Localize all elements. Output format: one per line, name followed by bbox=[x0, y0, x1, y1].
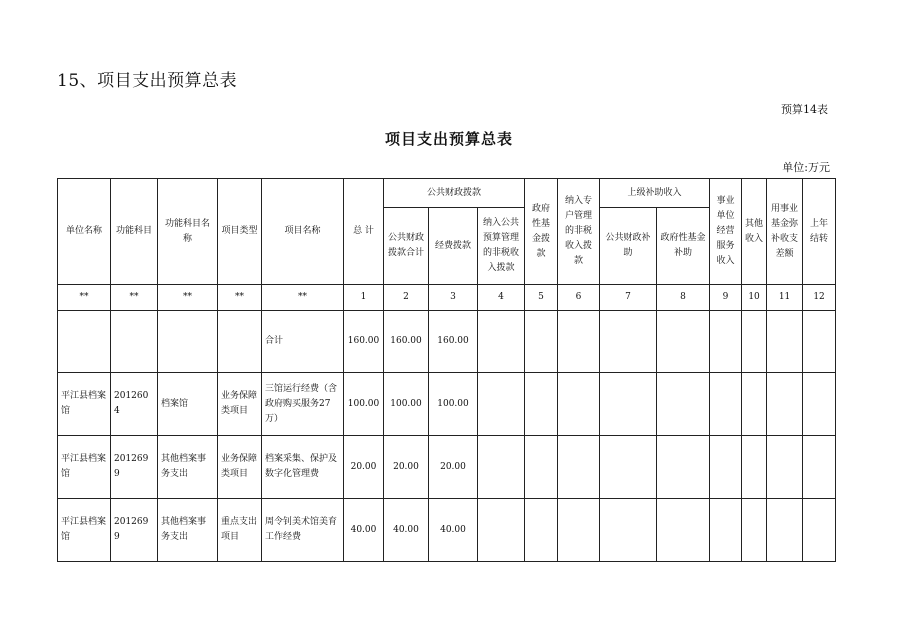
index-cell: 2 bbox=[384, 285, 429, 311]
total-cell: 40.00 bbox=[344, 499, 384, 562]
function-subject-name-cell: 其他档案事务支出 bbox=[158, 499, 218, 562]
total-row bbox=[58, 311, 836, 373]
header-row-1 bbox=[58, 179, 836, 208]
table-row bbox=[58, 499, 836, 562]
unit-name-cell: 平江县档案馆 bbox=[58, 373, 111, 436]
index-cell: 9 bbox=[710, 285, 742, 311]
function-subject-name-cell: 档案馆 bbox=[158, 373, 218, 436]
function-subject-name-cell: 其他档案事务支出 bbox=[158, 436, 218, 499]
project-type-cell: 业务保障类项目 bbox=[218, 436, 262, 499]
public-finance-total-cell: 100.00 bbox=[384, 373, 429, 436]
header-gov-fund-subsidy: 政府性基金补助 bbox=[657, 208, 710, 285]
index-cell: ** bbox=[111, 285, 158, 311]
table-row bbox=[58, 436, 836, 499]
expense-allocation-cell: 100.00 bbox=[429, 373, 478, 436]
project-type-cell: 业务保障类项目 bbox=[218, 373, 262, 436]
header-business-income: 事业单位经营服务收入 bbox=[710, 179, 742, 285]
total-expense-allocation: 160.00 bbox=[429, 311, 478, 373]
header-fund-offset: 用事业基金弥补收支差额 bbox=[767, 179, 803, 285]
total-cell: 100.00 bbox=[344, 373, 384, 436]
header-public-finance-total: 公共财政拨款合计 bbox=[384, 208, 429, 285]
header-public-budget-nontax: 纳入公共预算管理的非税收入拨款 bbox=[478, 208, 525, 285]
header-total: 总 计 bbox=[344, 179, 384, 285]
header-function-subject: 功能科目 bbox=[111, 179, 158, 285]
index-cell: 8 bbox=[657, 285, 710, 311]
public-finance-total-cell: 20.00 bbox=[384, 436, 429, 499]
header-gov-fund-allocation: 政府性基金拨款 bbox=[525, 179, 558, 285]
unit-label: 单位:万元 bbox=[782, 161, 830, 174]
section-title: 15、项目支出预算总表 bbox=[57, 71, 238, 91]
expense-allocation-cell: 20.00 bbox=[429, 436, 478, 499]
header-public-finance-group: 公共财政拨款 bbox=[384, 179, 525, 208]
index-cell: 3 bbox=[429, 285, 478, 311]
header-other-income: 其他收入 bbox=[742, 179, 767, 285]
total-public-finance: 160.00 bbox=[384, 311, 429, 373]
index-cell: ** bbox=[158, 285, 218, 311]
total-cell: 20.00 bbox=[344, 436, 384, 499]
form-number: 预算14表 bbox=[781, 103, 828, 116]
index-cell: ** bbox=[262, 285, 344, 311]
header-prior-year-carryover: 上年结转 bbox=[803, 179, 836, 285]
function-subject-cell: 2012699 bbox=[111, 436, 158, 499]
unit-name-cell: 平江县档案馆 bbox=[58, 436, 111, 499]
header-project-name: 项目名称 bbox=[262, 179, 344, 285]
index-cell: 6 bbox=[558, 285, 600, 311]
header-expense-allocation: 经费拨款 bbox=[429, 208, 478, 285]
project-name-cell: 档案采集、保护及数字化管理费 bbox=[262, 436, 344, 499]
header-public-finance-subsidy: 公共财政补助 bbox=[600, 208, 657, 285]
project-name-cell: 三馆运行经费（含政府购买服务27万） bbox=[262, 373, 344, 436]
total-label: 合计 bbox=[262, 311, 344, 373]
table-row bbox=[58, 373, 836, 436]
project-budget-table bbox=[57, 178, 836, 562]
index-cell: 4 bbox=[478, 285, 525, 311]
function-subject-cell: 2012604 bbox=[111, 373, 158, 436]
total-total: 160.00 bbox=[344, 311, 384, 373]
index-cell: 10 bbox=[742, 285, 767, 311]
header-function-subject-name: 功能科目名称 bbox=[158, 179, 218, 285]
project-name-cell: 周令钊美术馆美育工作经费 bbox=[262, 499, 344, 562]
index-cell: 1 bbox=[344, 285, 384, 311]
expense-allocation-cell: 40.00 bbox=[429, 499, 478, 562]
index-cell: ** bbox=[58, 285, 111, 311]
public-finance-total-cell: 40.00 bbox=[384, 499, 429, 562]
header-superior-subsidy-group: 上级补助收入 bbox=[600, 179, 710, 208]
header-special-nontax: 纳入专户管理的非税收入拨款 bbox=[558, 179, 600, 285]
function-subject-cell: 2012699 bbox=[111, 499, 158, 562]
index-cell: 12 bbox=[803, 285, 836, 311]
index-cell: 5 bbox=[525, 285, 558, 311]
index-row bbox=[58, 285, 836, 311]
header-project-type: 项目类型 bbox=[218, 179, 262, 285]
index-cell: 7 bbox=[600, 285, 657, 311]
index-cell: ** bbox=[218, 285, 262, 311]
index-cell: 11 bbox=[767, 285, 803, 311]
document-title: 项目支出预算总表 bbox=[384, 130, 513, 148]
unit-name-cell: 平江县档案馆 bbox=[58, 499, 111, 562]
header-unit-name: 单位名称 bbox=[58, 179, 111, 285]
project-type-cell: 重点支出项目 bbox=[218, 499, 262, 562]
